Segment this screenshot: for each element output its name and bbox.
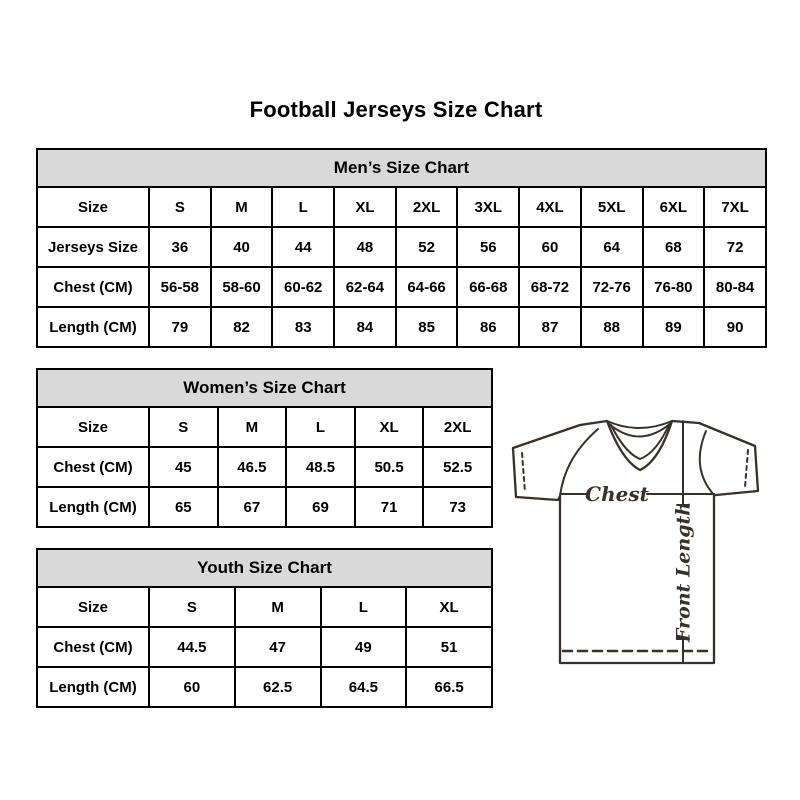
table-cell: 2XL — [396, 187, 458, 227]
table-cell: M — [211, 187, 273, 227]
jersey-right-cuff-dashed-line — [745, 450, 748, 487]
table-cell: 46.5 — [218, 447, 287, 487]
row-label: Chest (CM) — [37, 627, 149, 667]
table-cell: 82 — [211, 307, 273, 347]
table-cell: 80-84 — [704, 267, 766, 307]
table-cell: 44.5 — [149, 627, 235, 667]
row-label: Chest (CM) — [37, 447, 149, 487]
table-cell: 90 — [704, 307, 766, 347]
women-table-title: Women’s Size Chart — [37, 369, 492, 407]
table-cell: 68-72 — [519, 267, 581, 307]
table-cell: 66-68 — [457, 267, 519, 307]
table-cell: S — [149, 407, 218, 447]
table-row — [37, 587, 492, 627]
table-row — [37, 187, 766, 227]
table-cell: L — [321, 587, 407, 627]
table-cell: 88 — [581, 307, 643, 347]
table-cell: 84 — [334, 307, 396, 347]
table-row — [37, 447, 492, 487]
table-row — [37, 487, 492, 527]
table-cell: 40 — [211, 227, 273, 267]
table-cell: XL — [406, 587, 492, 627]
table-cell: 2XL — [423, 407, 492, 447]
row-label: Jerseys Size — [37, 227, 149, 267]
mens-size-table — [36, 148, 767, 348]
womens-size-table — [36, 368, 493, 528]
table-cell: 48 — [334, 227, 396, 267]
table-cell: 64 — [581, 227, 643, 267]
table-title-row — [37, 369, 492, 407]
table-cell: 6XL — [643, 187, 705, 227]
table-cell: 48.5 — [286, 447, 355, 487]
table-title-row — [37, 549, 492, 587]
table-cell: 67 — [218, 487, 287, 527]
table-cell: 62-64 — [334, 267, 396, 307]
jersey-right-armhole-seam — [700, 431, 714, 495]
table-cell: 5XL — [581, 187, 643, 227]
table-cell: 60 — [519, 227, 581, 267]
table-cell: 50.5 — [355, 447, 424, 487]
table-cell: 56 — [457, 227, 519, 267]
table-cell: 79 — [149, 307, 211, 347]
table-cell: M — [218, 407, 287, 447]
table-cell: 49 — [321, 627, 407, 667]
table-cell: 64-66 — [396, 267, 458, 307]
table-cell: 60-62 — [272, 267, 334, 307]
table-row — [37, 667, 492, 707]
table-cell: S — [149, 187, 211, 227]
table-cell: 56-58 — [149, 267, 211, 307]
table-row — [37, 627, 492, 667]
row-label: Chest (CM) — [37, 267, 149, 307]
table-cell: 36 — [149, 227, 211, 267]
table-cell: 44 — [272, 227, 334, 267]
table-cell: 83 — [272, 307, 334, 347]
table-cell: 72 — [704, 227, 766, 267]
row-label: Size — [37, 187, 149, 227]
table-cell: 86 — [457, 307, 519, 347]
row-label: Length (CM) — [37, 307, 149, 347]
table-row — [37, 267, 766, 307]
front-length-label: Front Length — [672, 501, 695, 643]
table-cell: 66.5 — [406, 667, 492, 707]
table-cell: L — [286, 407, 355, 447]
table-cell: 52 — [396, 227, 458, 267]
table-cell: 7XL — [704, 187, 766, 227]
youth-size-table — [36, 548, 493, 708]
table-cell: 52.5 — [423, 447, 492, 487]
table-cell: 76-80 — [643, 267, 705, 307]
table-cell: 47 — [235, 627, 321, 667]
men-table-title: Men’s Size Chart — [37, 149, 766, 187]
table-cell: 64.5 — [321, 667, 407, 707]
table-cell: 58-60 — [211, 267, 273, 307]
table-cell: 73 — [423, 487, 492, 527]
row-label: Size — [37, 407, 149, 447]
table-cell: 51 — [406, 627, 492, 667]
chest-label: Chest — [585, 482, 649, 506]
row-label: Size — [37, 587, 149, 627]
table-cell: 60 — [149, 667, 235, 707]
youth-table-title: Youth Size Chart — [37, 549, 492, 587]
table-cell: 71 — [355, 487, 424, 527]
table-cell: 85 — [396, 307, 458, 347]
table-cell: 89 — [643, 307, 705, 347]
table-cell: L — [272, 187, 334, 227]
table-cell: S — [149, 587, 235, 627]
jersey-left-cuff-dashed-line — [522, 453, 525, 492]
table-row — [37, 407, 492, 447]
table-cell: 65 — [149, 487, 218, 527]
table-row — [37, 307, 766, 347]
jersey-measurement-diagram — [503, 403, 765, 665]
table-cell: M — [235, 587, 321, 627]
table-cell: XL — [334, 187, 396, 227]
table-cell: 87 — [519, 307, 581, 347]
table-row — [37, 227, 766, 267]
row-label: Length (CM) — [37, 487, 149, 527]
row-label: Length (CM) — [37, 667, 149, 707]
table-cell: 62.5 — [235, 667, 321, 707]
table-cell: 72-76 — [581, 267, 643, 307]
table-cell: 68 — [643, 227, 705, 267]
table-title-row — [37, 149, 766, 187]
table-cell: 69 — [286, 487, 355, 527]
page-title: Football Jerseys Size Chart — [249, 97, 543, 122]
table-cell: XL — [355, 407, 424, 447]
table-cell: 3XL — [457, 187, 519, 227]
jersey-collar-top-curve — [607, 421, 672, 428]
table-cell: 4XL — [519, 187, 581, 227]
table-cell: 45 — [149, 447, 218, 487]
